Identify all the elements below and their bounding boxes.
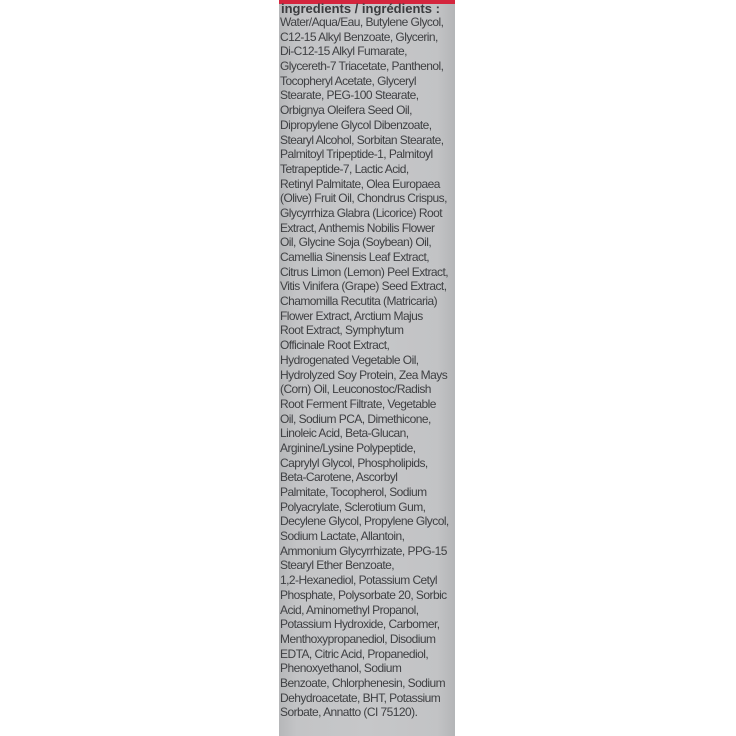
ingredient-line: Stearyl Ether Benzoate, — [280, 558, 395, 573]
ingredient-line: Hydrolyzed Soy Protein, Zea Mays — [280, 367, 448, 382]
ingredient-line: Glycereth-7 Triacetate, Panthenol, — [280, 59, 444, 74]
ingredient-line: Dehydroacetate, BHT, Potassium — [280, 690, 441, 705]
ingredient-line: Stearate, PEG-100 Stearate, — [280, 88, 419, 103]
ingredient-line: C12-15 Alkyl Benzoate, Glycerin, — [280, 29, 438, 44]
ingredient-line: Benzoate, Chlorphenesin, Sodium — [280, 675, 446, 690]
ingredient-line: Retinyl Palmitate, Olea Europaea — [280, 176, 440, 191]
ingredient-line: Di-C12-15 Alkyl Fumarate, — [280, 44, 407, 59]
ingredient-line: Ammonium Glycyrrhizate, PPG-15 — [280, 543, 447, 558]
ingredient-line: Stearyl Alcohol, Sorbitan Stearate, — [280, 132, 444, 147]
ingredient-line: Extract, Anthemis Nobilis Flower — [280, 220, 435, 235]
ingredient-line: Polyacrylate, Sclerotium Gum, — [280, 499, 426, 514]
ingredient-line: Flower Extract, Arctium Majus — [280, 308, 423, 323]
ingredient-line: Chamomilla Recutita (Matricaria) — [280, 294, 438, 309]
ingredient-line: Sodium Lactate, Allantoin, — [280, 529, 405, 544]
ingredient-line: Vitis Vinifera (Grape) Seed Extract, — [280, 279, 447, 294]
ingredient-line: Camellia Sinensis Leaf Extract, — [280, 250, 430, 264]
ingredient-line: Potassium Hydroxide, Carbomer, — [280, 617, 440, 632]
ingredient-line: Root Ferment Filtrate, Vegetable — [280, 396, 436, 411]
ingredient-list — [280, 15, 454, 720]
ingredient-line: Hydrogenated Vegetable Oil, — [280, 352, 419, 367]
ingredient-line: Oil, Sodium PCA, Dimethicone, — [280, 411, 431, 426]
ingredient-line: Acid, Aminomethyl Propanol, — [280, 602, 419, 617]
ingredient-line: Phenoxyethanol, Sodium — [280, 661, 402, 676]
ingredient-line: Palmitate, Tocopherol, Sodium — [280, 485, 427, 499]
ingredient-line: 1,2-Hexanediol, Potassium Cetyl — [280, 573, 438, 588]
ingredient-line: Palmitoyl Tripeptide-1, Palmitoyl — [280, 147, 433, 162]
ingredient-line: Arginine/Lysine Polypeptide, — [280, 440, 416, 455]
ingredient-line: Dipropylene Glycol Dibenzoate, — [280, 117, 432, 132]
ingredient-line: Tetrapeptide-7, Lactic Acid, — [280, 161, 409, 176]
ingredient-line: (Corn) Oil, Leuconostoc/Radish — [280, 382, 431, 397]
ingredient-line: Phosphate, Polysorbate 20, Sorbic — [280, 587, 447, 602]
ingredient-line: EDTA, Citric Acid, Propanediol, — [280, 646, 429, 661]
ingredient-line: Linoleic Acid, Beta-Glucan, — [280, 426, 409, 441]
ingredient-line: (Olive) Fruit Oil, Chondrus Crispus, — [280, 191, 447, 206]
ingredient-line: Glycyrrhiza Glabra (Licorice) Root — [280, 205, 443, 220]
ingredient-line: Orbignya Oleifera Seed Oil, — [280, 103, 412, 118]
ingredient-line: Beta-Carotene, Ascorbyl — [280, 470, 398, 485]
ingredient-label-strip — [279, 0, 455, 736]
ingredient-line: Decylene Glycol, Propylene Glycol, — [280, 514, 449, 529]
ingredient-line: Sorbate, Annatto (CI 75120). — [280, 705, 418, 720]
ingredient-line: Menthoxypropanediol, Disodium — [280, 631, 436, 646]
ingredient-line: Caprylyl Glycol, Phospholipids, — [280, 455, 428, 470]
ingredient-line: Officinale Root Extract, — [280, 338, 390, 353]
ingredients-heading: ingredients / ingrédients : — [281, 1, 440, 16]
ingredient-line: Oil, Glycine Soja (Soybean) Oil, — [280, 235, 432, 250]
ingredient-line: Water/Aqua/Eau, Butylene Glycol, — [280, 15, 444, 29]
ingredient-line: Tocopheryl Acetate, Glyceryl — [280, 73, 417, 88]
ingredient-line: Root Extract, Symphytum — [280, 323, 404, 338]
ingredient-line: Citrus Limon (Lemon) Peel Extract, — [280, 264, 449, 279]
